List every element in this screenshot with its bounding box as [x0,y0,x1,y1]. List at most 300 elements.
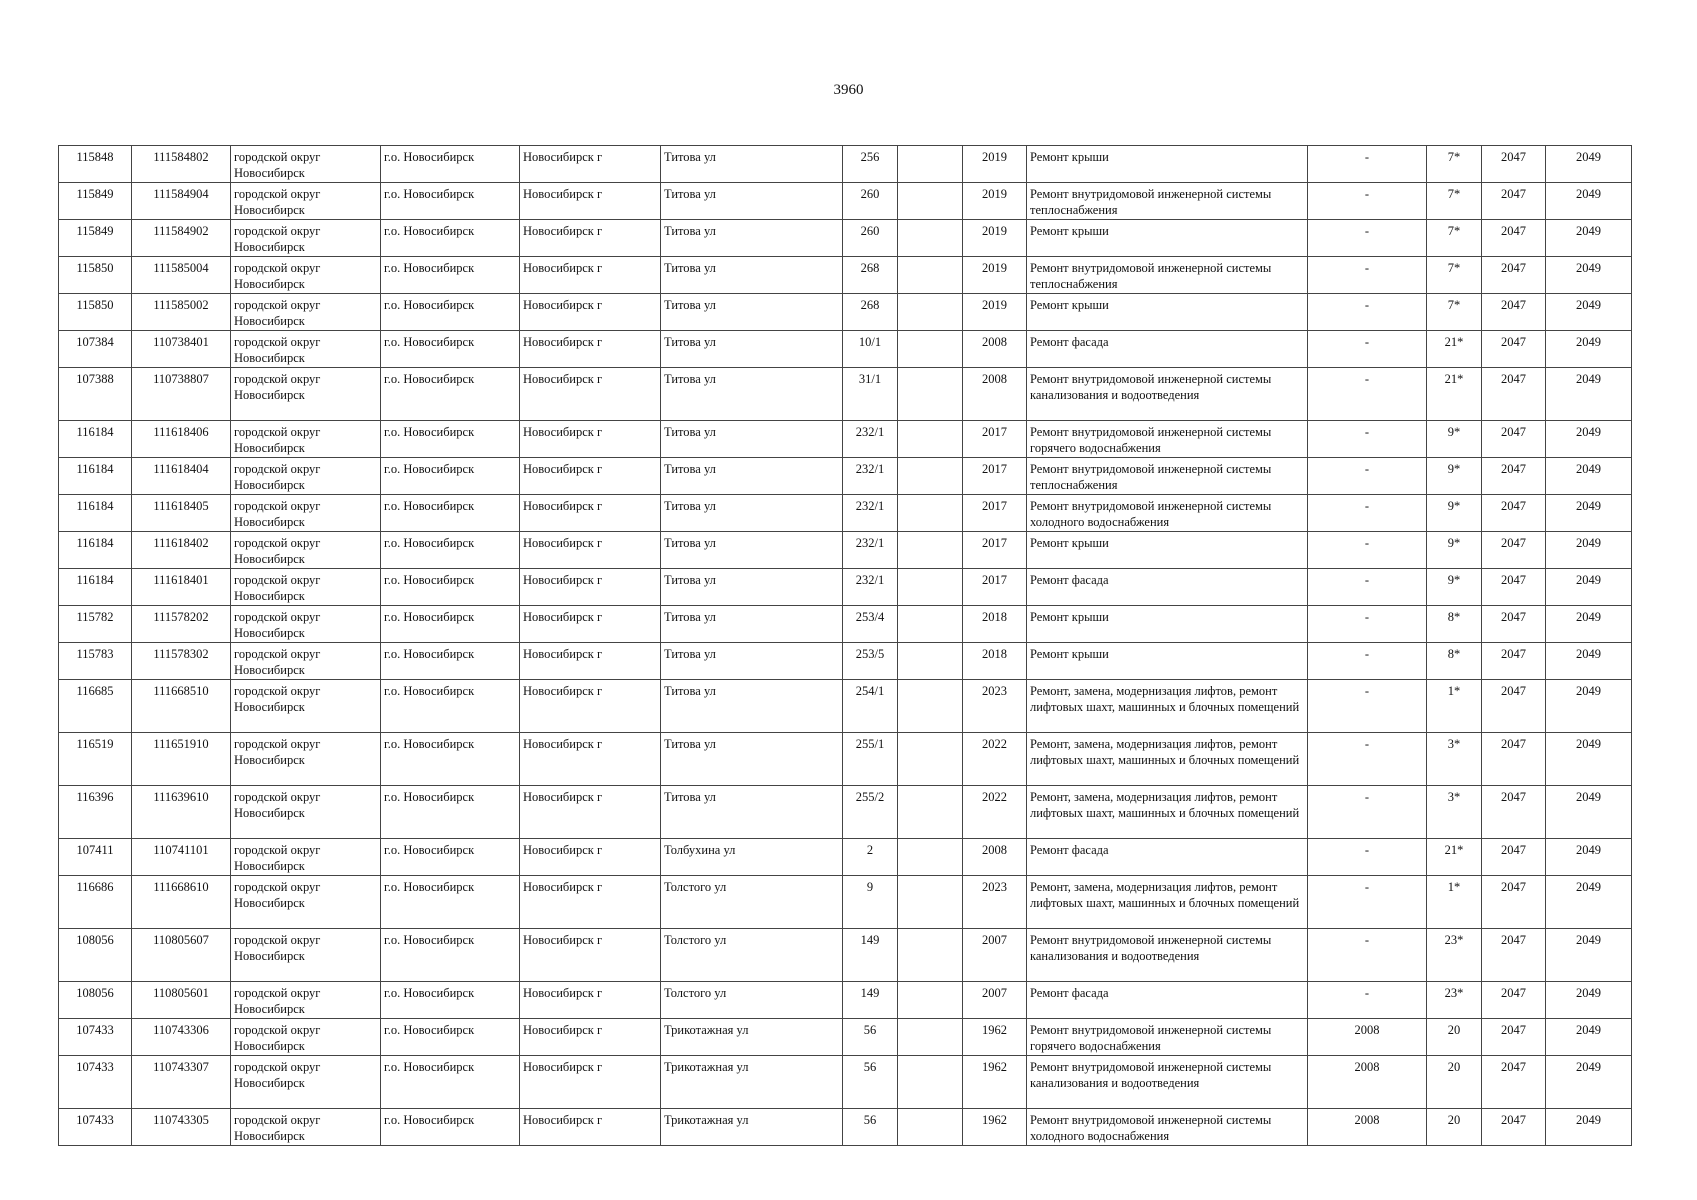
cell-city: Новосибирск г [520,733,661,786]
cell-house-number: 268 [843,294,898,331]
cell-city: Новосибирск г [520,876,661,929]
cell-service-life: 7* [1427,220,1482,257]
cell-street: Титова ул [661,220,843,257]
cell-city: Новосибирск г [520,331,661,368]
cell-period-start: 2047 [1482,421,1546,458]
cell-house-id: 115783 [59,643,132,680]
cell-work-type: Ремонт, замена, модернизация лифтов, ремонт лифтовых шахт, машинных и блочных помещений [1027,680,1308,733]
cell-record-code: 110743306 [132,1019,231,1056]
cell-work-type: Ремонт фасада [1027,331,1308,368]
cell-street: Толстого ул [661,982,843,1019]
cell-year-built: 2019 [963,257,1027,294]
cell-municipality: г.о. Новосибирск [381,839,520,876]
cell-work-type: Ремонт внутридомовой инженерной системы канализования и водоотведения [1027,929,1308,982]
cell-year-built: 2008 [963,368,1027,421]
cell-work-type: Ремонт внутридомовой инженерной системы холодного водоснабжения [1027,495,1308,532]
cell-period-end: 2049 [1546,876,1632,929]
cell-last-repair-year: - [1308,294,1427,331]
table-row [59,839,1632,876]
cell-record-code: 110805601 [132,982,231,1019]
cell-city: Новосибирск г [520,146,661,183]
cell-period-start: 2047 [1482,733,1546,786]
table-row [59,680,1632,733]
cell-record-code: 110743307 [132,1056,231,1109]
cell-period-end: 2049 [1546,982,1632,1019]
cell-house-number: 232/1 [843,569,898,606]
cell-work-type: Ремонт фасада [1027,839,1308,876]
cell-house-id: 107433 [59,1019,132,1056]
cell-service-life: 21* [1427,331,1482,368]
cell-street: Титова ул [661,569,843,606]
cell-work-type: Ремонт крыши [1027,220,1308,257]
cell-period-start: 2047 [1482,183,1546,220]
cell-last-repair-year: - [1308,532,1427,569]
cell-district: городской округ Новосибирск [231,1019,381,1056]
cell-house-id: 115782 [59,606,132,643]
cell-municipality: г.о. Новосибирск [381,294,520,331]
cell-house-number: 2 [843,839,898,876]
cell-period-start: 2047 [1482,643,1546,680]
cell-municipality: г.о. Новосибирск [381,532,520,569]
cell-city: Новосибирск г [520,368,661,421]
table-row [59,1019,1632,1056]
cell-last-repair-year: - [1308,257,1427,294]
cell-record-code: 110738401 [132,331,231,368]
cell-district: городской округ Новосибирск [231,331,381,368]
cell-house-number: 253/5 [843,643,898,680]
cell-house-id: 108056 [59,982,132,1019]
cell-period-start: 2047 [1482,331,1546,368]
cell-building [898,183,963,220]
cell-street: Титова ул [661,368,843,421]
cell-period-start: 2047 [1482,606,1546,643]
table-row [59,786,1632,839]
cell-house-number: 256 [843,146,898,183]
cell-last-repair-year: - [1308,146,1427,183]
cell-year-built: 2017 [963,532,1027,569]
cell-municipality: г.о. Новосибирск [381,368,520,421]
cell-work-type: Ремонт внутридомовой инженерной системы холодного водоснабжения [1027,1109,1308,1146]
cell-service-life: 20 [1427,1056,1482,1109]
cell-municipality: г.о. Новосибирск [381,982,520,1019]
cell-period-end: 2049 [1546,368,1632,421]
cell-building [898,733,963,786]
cell-house-number: 232/1 [843,421,898,458]
cell-last-repair-year: - [1308,331,1427,368]
cell-city: Новосибирск г [520,421,661,458]
cell-municipality: г.о. Новосибирск [381,257,520,294]
cell-building [898,331,963,368]
cell-year-built: 2019 [963,146,1027,183]
cell-street: Титова ул [661,606,843,643]
cell-record-code: 111584802 [132,146,231,183]
cell-building [898,876,963,929]
cell-district: городской округ Новосибирск [231,929,381,982]
cell-period-end: 2049 [1546,294,1632,331]
cell-city: Новосибирск г [520,929,661,982]
cell-period-end: 2049 [1546,458,1632,495]
cell-period-end: 2049 [1546,421,1632,458]
cell-house-id: 116184 [59,532,132,569]
cell-record-code: 111584904 [132,183,231,220]
cell-house-number: 10/1 [843,331,898,368]
cell-service-life: 8* [1427,606,1482,643]
cell-street: Титова ул [661,421,843,458]
cell-house-id: 116686 [59,876,132,929]
cell-building [898,786,963,839]
cell-period-end: 2049 [1546,220,1632,257]
cell-street: Титова ул [661,294,843,331]
cell-district: городской округ Новосибирск [231,643,381,680]
cell-year-built: 2019 [963,220,1027,257]
cell-house-id: 116685 [59,680,132,733]
table-row [59,294,1632,331]
page-number: 3960 [833,82,864,98]
cell-year-built: 2022 [963,786,1027,839]
cell-district: городской округ Новосибирск [231,876,381,929]
cell-street: Титова ул [661,495,843,532]
table-row [59,146,1632,183]
table-row [59,331,1632,368]
cell-municipality: г.о. Новосибирск [381,331,520,368]
cell-last-repair-year: - [1308,183,1427,220]
cell-street: Толбухина ул [661,839,843,876]
cell-year-built: 2019 [963,294,1027,331]
cell-building [898,929,963,982]
cell-municipality: г.о. Новосибирск [381,929,520,982]
cell-district: городской округ Новосибирск [231,786,381,839]
cell-year-built: 2017 [963,458,1027,495]
cell-house-number: 254/1 [843,680,898,733]
cell-period-start: 2047 [1482,458,1546,495]
cell-last-repair-year: - [1308,458,1427,495]
cell-city: Новосибирск г [520,183,661,220]
cell-house-number: 56 [843,1109,898,1146]
cell-work-type: Ремонт крыши [1027,294,1308,331]
cell-street: Титова ул [661,146,843,183]
cell-year-built: 2023 [963,876,1027,929]
cell-street: Титова ул [661,680,843,733]
cell-period-end: 2049 [1546,183,1632,220]
cell-street: Толстого ул [661,929,843,982]
cell-last-repair-year: - [1308,569,1427,606]
cell-house-id: 107433 [59,1109,132,1146]
cell-last-repair-year: - [1308,929,1427,982]
cell-house-number: 232/1 [843,495,898,532]
cell-house-id: 115849 [59,220,132,257]
cell-municipality: г.о. Новосибирск [381,1109,520,1146]
cell-district: городской округ Новосибирск [231,839,381,876]
cell-period-end: 2049 [1546,643,1632,680]
cell-period-end: 2049 [1546,569,1632,606]
cell-last-repair-year: - [1308,733,1427,786]
cell-municipality: г.о. Новосибирск [381,1019,520,1056]
cell-service-life: 1* [1427,876,1482,929]
cell-work-type: Ремонт внутридомовой инженерной системы теплоснабжения [1027,458,1308,495]
cell-year-built: 2007 [963,982,1027,1019]
cell-street: Толстого ул [661,876,843,929]
cell-city: Новосибирск г [520,257,661,294]
cell-period-start: 2047 [1482,146,1546,183]
table-row [59,368,1632,421]
cell-period-end: 2049 [1546,929,1632,982]
cell-municipality: г.о. Новосибирск [381,495,520,532]
cell-city: Новосибирск г [520,786,661,839]
table-row [59,733,1632,786]
cell-district: городской округ Новосибирск [231,532,381,569]
cell-last-repair-year: 2008 [1308,1019,1427,1056]
cell-period-start: 2047 [1482,257,1546,294]
cell-work-type: Ремонт, замена, модернизация лифтов, ремонт лифтовых шахт, машинных и блочных помещений [1027,876,1308,929]
cell-period-start: 2047 [1482,294,1546,331]
cell-work-type: Ремонт, замена, модернизация лифтов, ремонт лифтовых шахт, машинных и блочных помещений [1027,786,1308,839]
cell-work-type: Ремонт, замена, модернизация лифтов, ремонт лифтовых шахт, машинных и блочных помещений [1027,733,1308,786]
cell-last-repair-year: - [1308,421,1427,458]
cell-period-end: 2049 [1546,786,1632,839]
table-body [59,146,1632,1146]
cell-last-repair-year: - [1308,220,1427,257]
cell-house-number: 232/1 [843,532,898,569]
cell-district: городской округ Новосибирск [231,733,381,786]
cell-municipality: г.о. Новосибирск [381,876,520,929]
cell-last-repair-year: - [1308,839,1427,876]
cell-work-type: Ремонт фасада [1027,569,1308,606]
cell-service-life: 7* [1427,294,1482,331]
cell-building [898,569,963,606]
cell-building [898,532,963,569]
cell-building [898,1019,963,1056]
cell-house-number: 56 [843,1056,898,1109]
cell-district: городской округ Новосибирск [231,220,381,257]
cell-city: Новосибирск г [520,532,661,569]
cell-city: Новосибирск г [520,1056,661,1109]
cell-city: Новосибирск г [520,839,661,876]
cell-record-code: 110741101 [132,839,231,876]
cell-building [898,421,963,458]
cell-house-number: 9 [843,876,898,929]
cell-city: Новосибирск г [520,220,661,257]
cell-record-code: 110738807 [132,368,231,421]
cell-street: Титова ул [661,532,843,569]
cell-district: городской округ Новосибирск [231,569,381,606]
cell-work-type: Ремонт внутридомовой инженерной системы канализования и водоотведения [1027,1056,1308,1109]
cell-municipality: г.о. Новосибирск [381,220,520,257]
cell-work-type: Ремонт крыши [1027,146,1308,183]
cell-street: Титова ул [661,331,843,368]
cell-district: городской округ Новосибирск [231,982,381,1019]
cell-service-life: 3* [1427,733,1482,786]
cell-record-code: 111618401 [132,569,231,606]
cell-last-repair-year: - [1308,643,1427,680]
cell-district: городской округ Новосибирск [231,257,381,294]
table-row [59,1109,1632,1146]
cell-record-code: 111585004 [132,257,231,294]
cell-period-start: 2047 [1482,368,1546,421]
cell-city: Новосибирск г [520,1019,661,1056]
cell-district: городской округ Новосибирск [231,294,381,331]
cell-period-end: 2049 [1546,680,1632,733]
cell-work-type: Ремонт внутридомовой инженерной системы горячего водоснабжения [1027,421,1308,458]
cell-last-repair-year: 2008 [1308,1109,1427,1146]
cell-city: Новосибирск г [520,569,661,606]
cell-work-type: Ремонт крыши [1027,606,1308,643]
cell-house-number: 255/2 [843,786,898,839]
cell-municipality: г.о. Новосибирск [381,680,520,733]
cell-period-start: 2047 [1482,876,1546,929]
cell-house-id: 115850 [59,294,132,331]
cell-municipality: г.о. Новосибирск [381,643,520,680]
cell-work-type: Ремонт внутридомовой инженерной системы теплоснабжения [1027,257,1308,294]
cell-municipality: г.о. Новосибирск [381,458,520,495]
cell-building [898,839,963,876]
cell-building [898,1109,963,1146]
cell-city: Новосибирск г [520,458,661,495]
cell-service-life: 7* [1427,146,1482,183]
cell-house-number: 260 [843,183,898,220]
cell-service-life: 9* [1427,421,1482,458]
cell-year-built: 1962 [963,1109,1027,1146]
cell-last-repair-year: - [1308,606,1427,643]
cell-record-code: 111578302 [132,643,231,680]
cell-house-id: 115849 [59,183,132,220]
cell-service-life: 7* [1427,183,1482,220]
cell-city: Новосибирск г [520,606,661,643]
cell-house-id: 116184 [59,495,132,532]
cell-building [898,368,963,421]
cell-house-number: 255/1 [843,733,898,786]
cell-period-end: 2049 [1546,1109,1632,1146]
cell-period-end: 2049 [1546,146,1632,183]
cell-period-start: 2047 [1482,929,1546,982]
cell-municipality: г.о. Новосибирск [381,1056,520,1109]
cell-work-type: Ремонт внутридомовой инженерной системы горячего водоснабжения [1027,1019,1308,1056]
cell-last-repair-year: - [1308,786,1427,839]
table-row [59,183,1632,220]
cell-building [898,680,963,733]
cell-period-end: 2049 [1546,331,1632,368]
cell-period-start: 2047 [1482,532,1546,569]
cell-house-number: 260 [843,220,898,257]
cell-last-repair-year: 2008 [1308,1056,1427,1109]
cell-period-end: 2049 [1546,1019,1632,1056]
cell-last-repair-year: - [1308,982,1427,1019]
repair-schedule-table [58,145,1632,1146]
table-row [59,982,1632,1019]
cell-record-code: 111668610 [132,876,231,929]
table-row [59,643,1632,680]
cell-house-id: 107388 [59,368,132,421]
cell-house-id: 116396 [59,786,132,839]
cell-city: Новосибирск г [520,495,661,532]
cell-work-type: Ремонт внутридомовой инженерной системы канализования и водоотведения [1027,368,1308,421]
cell-year-built: 2023 [963,680,1027,733]
cell-building [898,146,963,183]
cell-year-built: 2008 [963,839,1027,876]
cell-period-start: 2047 [1482,1056,1546,1109]
cell-city: Новосибирск г [520,294,661,331]
cell-year-built: 2017 [963,421,1027,458]
cell-city: Новосибирск г [520,680,661,733]
cell-building [898,294,963,331]
cell-building [898,643,963,680]
cell-year-built: 2007 [963,929,1027,982]
cell-service-life: 9* [1427,458,1482,495]
cell-period-end: 2049 [1546,257,1632,294]
cell-municipality: г.о. Новосибирск [381,786,520,839]
cell-period-end: 2049 [1546,839,1632,876]
table-row [59,421,1632,458]
cell-municipality: г.о. Новосибирск [381,733,520,786]
cell-period-end: 2049 [1546,532,1632,569]
cell-record-code: 111618405 [132,495,231,532]
cell-district: городской округ Новосибирск [231,368,381,421]
cell-year-built: 2017 [963,495,1027,532]
cell-house-id: 107411 [59,839,132,876]
cell-district: городской округ Новосибирск [231,146,381,183]
cell-district: городской округ Новосибирск [231,421,381,458]
cell-district: городской округ Новосибирск [231,680,381,733]
cell-record-code: 111651910 [132,733,231,786]
cell-building [898,257,963,294]
cell-house-number: 253/4 [843,606,898,643]
table-row [59,220,1632,257]
cell-house-number: 268 [843,257,898,294]
cell-period-end: 2049 [1546,495,1632,532]
cell-year-built: 2018 [963,606,1027,643]
table-row [59,606,1632,643]
cell-year-built: 2008 [963,331,1027,368]
cell-street: Титова ул [661,643,843,680]
cell-service-life: 23* [1427,982,1482,1019]
table-row [59,257,1632,294]
cell-service-life: 3* [1427,786,1482,839]
cell-record-code: 111585002 [132,294,231,331]
cell-year-built: 2019 [963,183,1027,220]
cell-house-id: 108056 [59,929,132,982]
cell-service-life: 20 [1427,1109,1482,1146]
cell-last-repair-year: - [1308,368,1427,421]
cell-period-start: 2047 [1482,839,1546,876]
cell-municipality: г.о. Новосибирск [381,421,520,458]
cell-house-id: 115850 [59,257,132,294]
cell-building [898,220,963,257]
cell-work-type: Ремонт внутридомовой инженерной системы теплоснабжения [1027,183,1308,220]
cell-street: Титова ул [661,733,843,786]
cell-municipality: г.о. Новосибирск [381,569,520,606]
cell-service-life: 8* [1427,643,1482,680]
cell-last-repair-year: - [1308,495,1427,532]
table-row [59,532,1632,569]
cell-record-code: 111578202 [132,606,231,643]
cell-street: Трикотажная ул [661,1056,843,1109]
cell-service-life: 9* [1427,569,1482,606]
table-row [59,458,1632,495]
cell-house-id: 116184 [59,569,132,606]
cell-district: городской округ Новосибирск [231,458,381,495]
cell-house-number: 56 [843,1019,898,1056]
cell-house-id: 107384 [59,331,132,368]
cell-street: Трикотажная ул [661,1019,843,1056]
cell-last-repair-year: - [1308,680,1427,733]
cell-building [898,606,963,643]
cell-house-id: 115848 [59,146,132,183]
cell-service-life: 20 [1427,1019,1482,1056]
cell-service-life: 7* [1427,257,1482,294]
cell-district: городской округ Новосибирск [231,606,381,643]
cell-period-start: 2047 [1482,1109,1546,1146]
cell-city: Новосибирск г [520,982,661,1019]
cell-service-life: 9* [1427,495,1482,532]
